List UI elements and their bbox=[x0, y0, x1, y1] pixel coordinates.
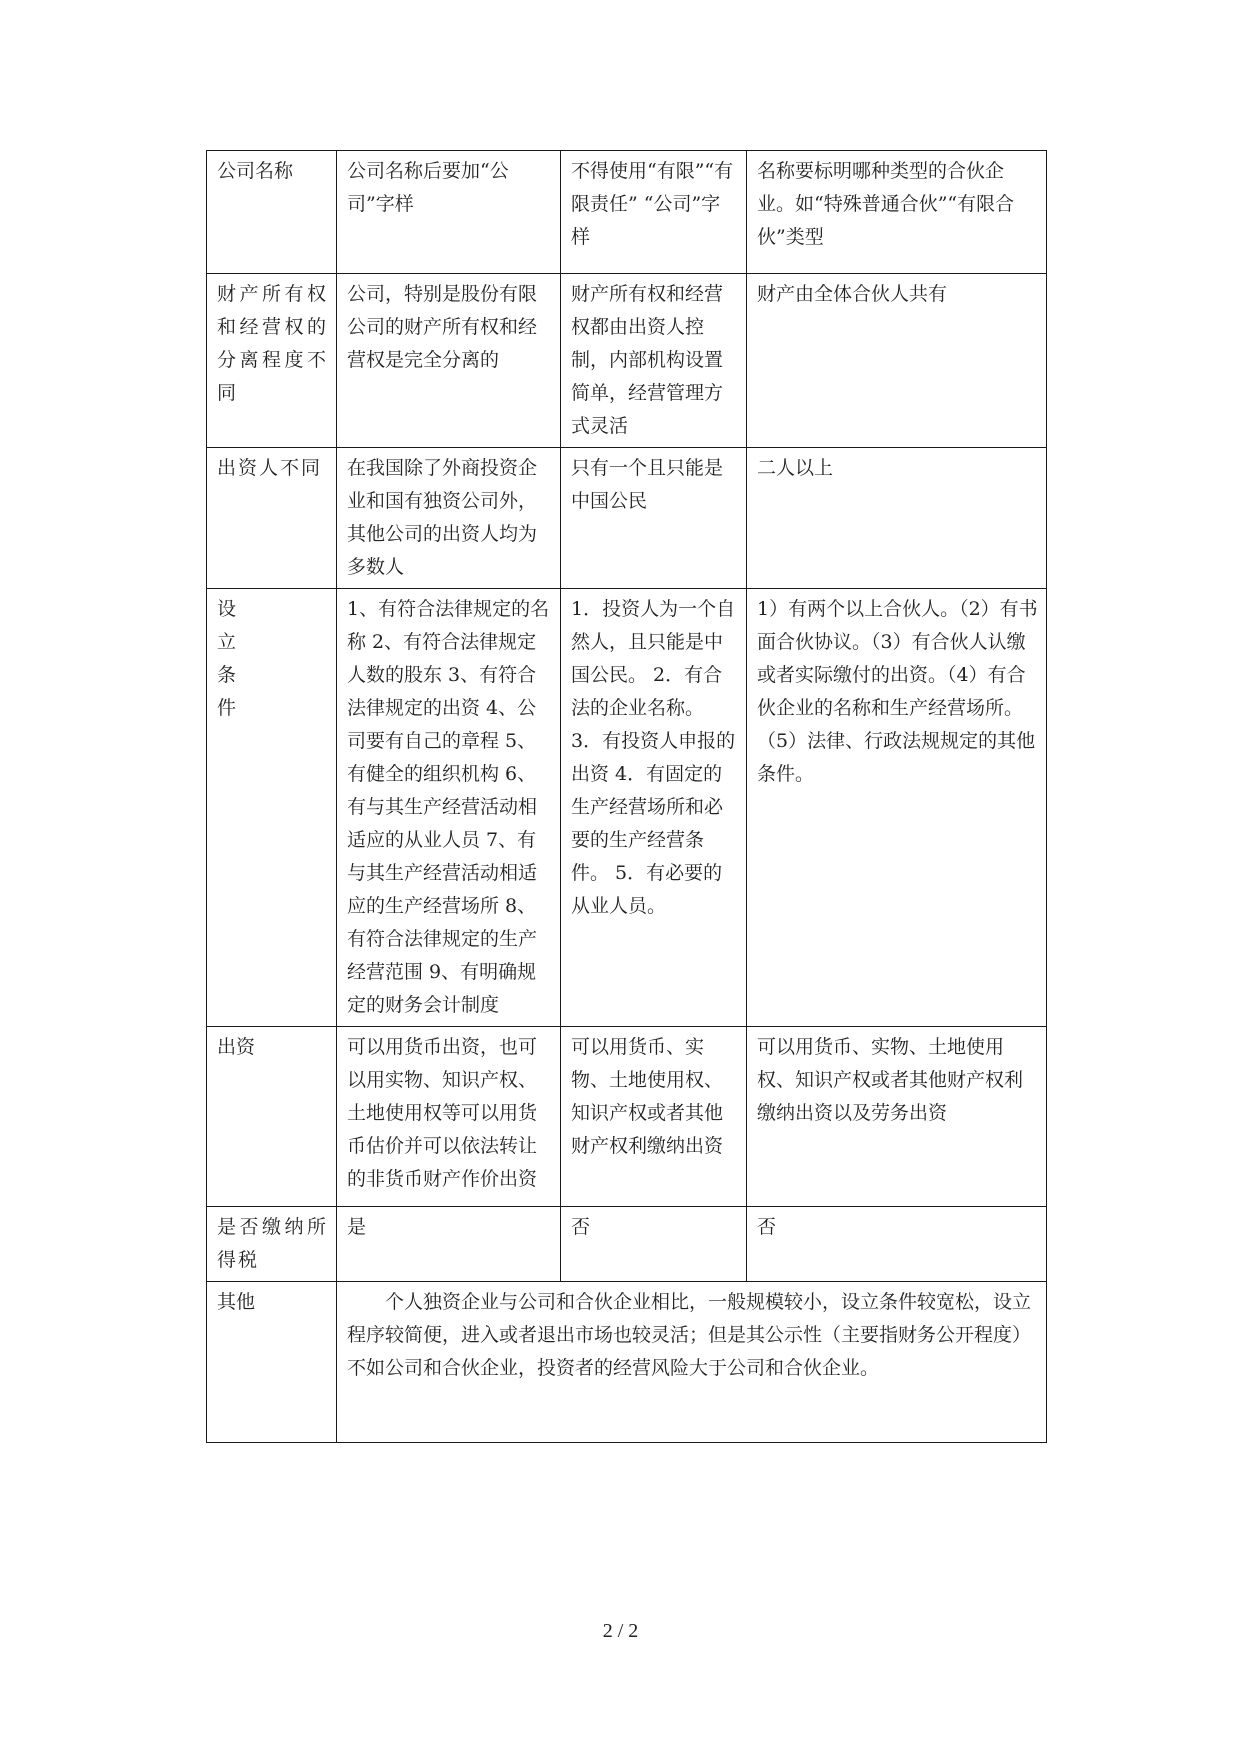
partnership-cell: 可以用货币、实物、土地使用权、知识产权或者其他财产权利缴纳出资以及劳务出资 bbox=[747, 1027, 1047, 1207]
sole-proprietorship-cell: 不得使用“有限”“有限责任” “公司”字样 bbox=[561, 151, 747, 274]
company-cell: 公司名称后要加“公司”字样 bbox=[337, 151, 561, 274]
table-row bbox=[207, 151, 1047, 274]
sole-proprietorship-cell: 可以用货币、实物、土地使用权、知识产权或者其他财产权利缴纳出资 bbox=[561, 1027, 747, 1207]
table-row bbox=[207, 274, 1047, 448]
sole-proprietorship-cell: 1．投资人为一个自然人，且只能是中国公民。 2．有合法的企业名称。 3．有投资人申报的出资 4．有固定的生产经营场所和必要的生产经营条件。 5．有必要的从业人员。 bbox=[561, 589, 747, 1027]
company-cell: 是 bbox=[337, 1207, 561, 1282]
row-label: 出资人不同 bbox=[207, 448, 337, 589]
sole-proprietorship-cell: 只有一个且只能是中国公民 bbox=[561, 448, 747, 589]
table-row bbox=[207, 1282, 1047, 1443]
row-label: 财产所有权和经营权的分离程度不同 bbox=[207, 274, 337, 448]
sole-proprietorship-cell: 财产所有权和经营权都由出资人控制，内部机构设置简单，经营管理方式灵活 bbox=[561, 274, 747, 448]
partnership-cell: 1）有两个以上合伙人。（2）有书面合伙协议。（3）有合伙人认缴或者实际缴付的出资。（4）有合伙企业的名称和生产经营场所。（5）法律、行政法规规定的其他条件。 bbox=[747, 589, 1047, 1027]
company-cell: 公司，特别是股份有限公司的财产所有权和经营权是完全分离的 bbox=[337, 274, 561, 448]
row-label: 公司名称 bbox=[207, 151, 337, 274]
row-label: 出资 bbox=[207, 1027, 337, 1207]
row-label-char: 件 bbox=[217, 697, 237, 719]
other-notes-text: 个人独资企业与公司和合伙企业相比，一般规模较小，设立条件较宽松，设立程序较简便，进入或者退出市场也较灵活；但是其公示性（主要指财务公开程度）不如公司和合伙企业，投资者的经营风险大于公司和合伙企业。 bbox=[347, 1291, 1032, 1379]
sole-proprietorship-cell: 否 bbox=[561, 1207, 747, 1282]
row-label: 其他 bbox=[207, 1282, 337, 1443]
partnership-cell: 财产由全体合伙人共有 bbox=[747, 274, 1047, 448]
comparison-table bbox=[206, 150, 1047, 1443]
company-cell: 在我国除了外商投资企业和国有独资公司外，其他公司的出资人均为多数人 bbox=[337, 448, 561, 589]
partnership-cell: 否 bbox=[747, 1207, 1047, 1282]
other-notes-cell bbox=[337, 1282, 1047, 1443]
row-label-char: 条 bbox=[217, 664, 237, 686]
row-label: 是否缴纳所得税 bbox=[207, 1207, 337, 1282]
partnership-cell: 二人以上 bbox=[747, 448, 1047, 589]
company-cell: 可以用货币出资，也可以用实物、知识产权、土地使用权等可以用货币估价并可以依法转让的非货币财产作价出资 bbox=[337, 1027, 561, 1207]
table-row bbox=[207, 448, 1047, 589]
row-label-vertical bbox=[207, 589, 337, 1027]
table-row bbox=[207, 1027, 1047, 1207]
page-number: 2 / 2 bbox=[602, 1620, 639, 1642]
table-row bbox=[207, 1207, 1047, 1282]
row-label-char: 设 bbox=[217, 598, 237, 620]
company-cell: 1、有符合法律规定的名称 2、有符合法律规定人数的股东 3、有符合法律规定的出资 4、公司要有自己的章程 5、有健全的组织机构 6、有与其生产经营活动相适应的从业人员 7、有与其生产经营活动相适应的生产经营场所 8、有符合法律规定的生产经营范围 9、有明确规定的财务会计制度 bbox=[337, 589, 561, 1027]
row-label-char: 立 bbox=[217, 631, 237, 653]
partnership-cell: 名称要标明哪种类型的合伙企业。如“特殊普通合伙”“有限合伙”类型 bbox=[747, 151, 1047, 274]
table-row bbox=[207, 589, 1047, 1027]
